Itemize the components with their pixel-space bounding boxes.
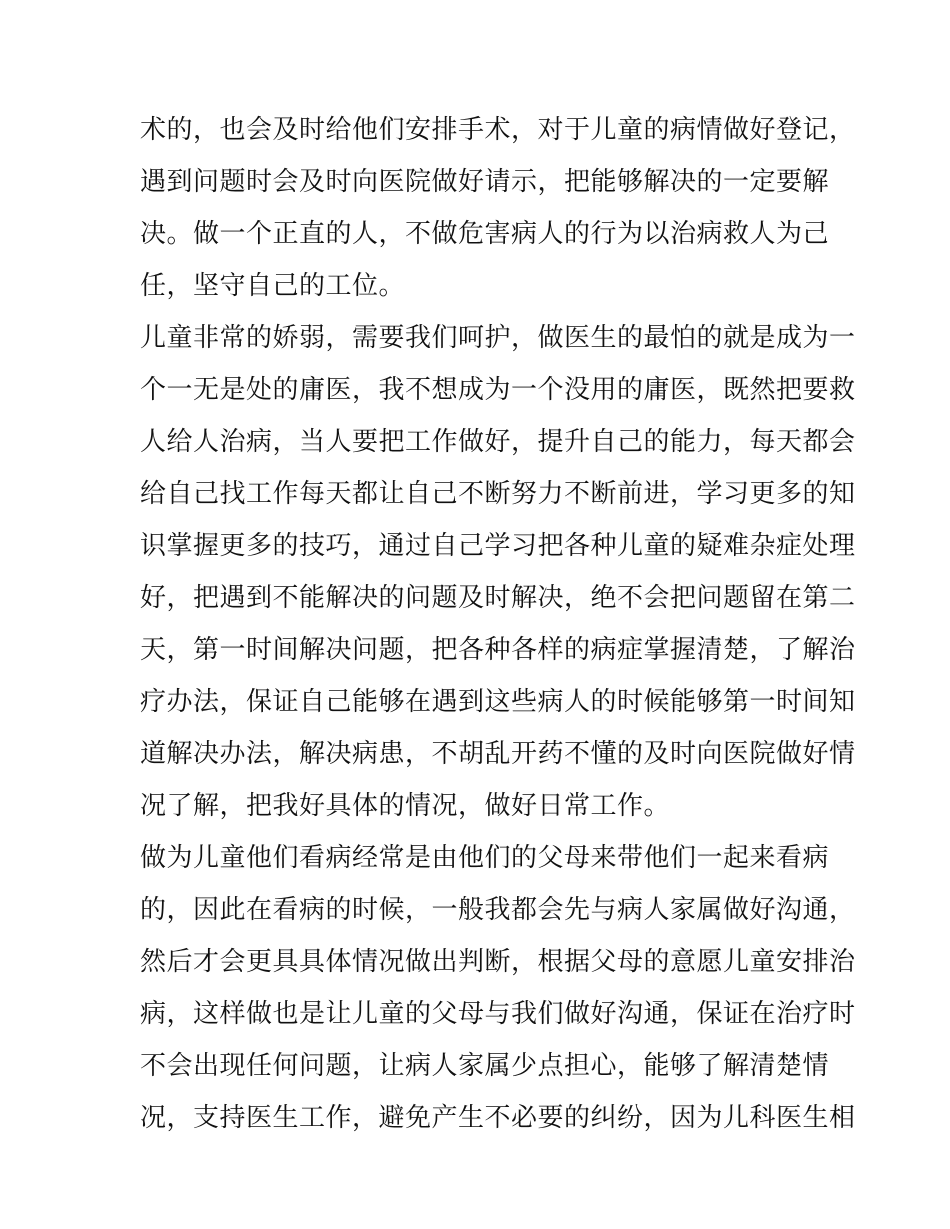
text-line: 况了解，把我好具体的情况，做好日常工作。	[140, 791, 671, 821]
text-line: 决。做一个正直的人，不做危害病人的行为以治病救人为己	[140, 219, 830, 249]
text-line: 给自己找工作每天都让自己不断努力不断前进，学习更多的知	[140, 479, 856, 509]
text-line: 儿童非常的娇弱，需要我们呵护，做医生的最怕的就是成为一	[140, 323, 856, 353]
text-line: 疗办法，保证自己能够在遇到这些病人的时候能够第一时间知	[140, 687, 856, 717]
text-line: 识掌握更多的技巧，通过自己学习把各种儿童的疑难杂症处理	[140, 531, 856, 561]
text-line: 遇到问题时会及时向医院做好请示，把能够解决的一定要解	[140, 167, 830, 197]
text-line: 人给人治病，当人要把工作做好，提升自己的能力，每天都会	[140, 427, 856, 457]
text-line: 道解决办法，解决病患，不胡乱开药不懂的及时向医院做好情	[140, 739, 856, 769]
body-text	[140, 104, 856, 1144]
text-line: 任，坚守自己的工位。	[140, 271, 406, 301]
text-line: 病，这样做也是让儿童的父母与我们做好沟通，保证在治疗时	[140, 999, 856, 1029]
text-line: 做为儿童他们看病经常是由他们的父母来带他们一起来看病	[140, 843, 830, 873]
text-line: 然后才会更具具体情况做出判断，根据父母的意愿儿童安排治	[140, 947, 856, 977]
text-line: 的，因此在看病的时候，一般我都会先与病人家属做好沟通，	[140, 895, 856, 925]
text-line: 个一无是处的庸医，我不想成为一个没用的庸医，既然把要救	[140, 375, 856, 405]
text-line: 况，支持医生工作，避免产生不必要的纠纷，因为儿科医生相	[140, 1103, 856, 1133]
text-line: 不会出现任何问题，让病人家属少点担心，能够了解清楚情	[140, 1051, 830, 1081]
text-line: 术的，也会及时给他们安排手术，对于儿童的病情做好登记，	[140, 115, 856, 145]
text-line: 好，把遇到不能解决的问题及时解决，绝不会把问题留在第二	[140, 583, 856, 613]
text-line: 天，第一时间解决问题，把各种各样的病症掌握清楚，了解治	[140, 635, 856, 665]
